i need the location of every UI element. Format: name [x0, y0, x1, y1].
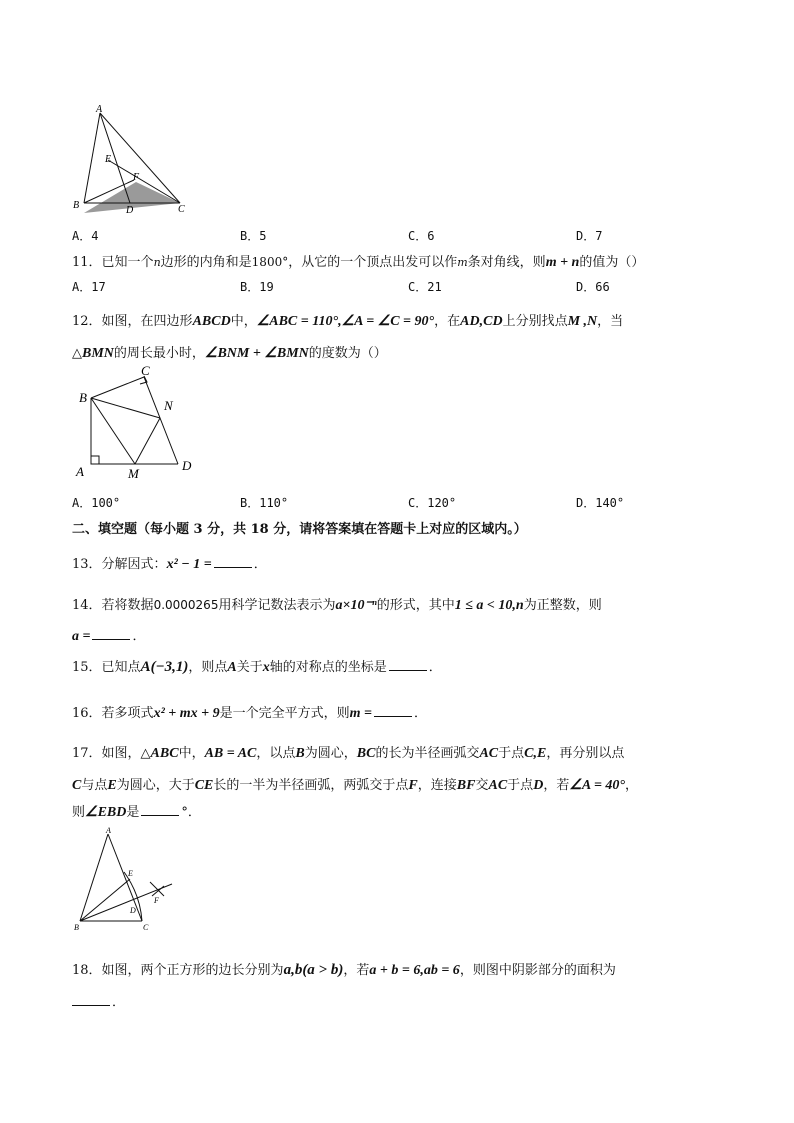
fig12-label-m: M — [128, 466, 139, 481]
figure-q12 — [72, 362, 202, 482]
q10-option-c[interactable]: C．6 — [408, 229, 435, 243]
section-heading-fill-in: 二、填空题（每小题 3 分，共 18 分，请将答案填在答题卡上对应的区域内。） — [72, 522, 527, 537]
figure-q17 — [72, 824, 180, 936]
q17-stem-line1: 17．如图，△ABC中，AB = AC，以点B为圆心，BC的长为半径画弧交AC于点C,E，再分别以点 — [72, 746, 625, 761]
q13-stem: 13．分解因式：x² − 1 = ． — [72, 557, 267, 572]
q16-stem: 16．若多项式x² + mx + 9是一个完全平方式，则m = ． — [72, 706, 428, 721]
fig17-label-a: A — [106, 826, 111, 835]
fig12-label-n: N — [164, 398, 173, 413]
q11-number: 11． — [72, 255, 102, 270]
q15-number: 15． — [72, 660, 102, 675]
fig10-label-b: B — [73, 200, 80, 211]
q17-stem-line2: C与点E为圆心，大于CE长的一半为半径画弧，两弧交于点F，连接BF交AC于点D，若∠A = 40°， — [72, 778, 639, 793]
fig12-label-c: C — [141, 363, 150, 378]
q10-option-a[interactable]: A．4 — [72, 229, 99, 243]
q12-option-d[interactable]: D．140° — [576, 496, 625, 510]
q12-option-a[interactable]: A．100° — [72, 496, 121, 510]
q18-stem-line1: 18．如图，两个正方形的边长分别为a,b(a > b)，若a + b = 6,ab = 6，则图中阴影部分的面积为 — [72, 962, 616, 978]
q18-number: 18． — [72, 963, 102, 978]
fig12-label-d: D — [182, 458, 192, 473]
q10-option-b[interactable]: B．5 — [240, 229, 267, 243]
fig10-label-e: E — [105, 154, 112, 165]
q14-number: 14． — [72, 598, 102, 613]
q11-option-d[interactable]: D．66 — [576, 280, 610, 294]
q14-answer-blank[interactable] — [92, 627, 130, 640]
q15-stem: 15．已知点A(−3,1)，则点A关于x轴的对称点的坐标是 ． — [72, 659, 442, 675]
q13-answer-blank[interactable] — [214, 555, 252, 568]
fig10-label-f: F — [133, 172, 140, 183]
fig17-label-c: C — [143, 923, 149, 932]
q12-stem-line2: △BMN的周长最小时，∠BNM + ∠BMN的度数为（） — [72, 346, 387, 361]
q15-answer-blank[interactable] — [389, 658, 427, 671]
q17-answer-blank[interactable] — [141, 803, 179, 816]
fig12-label-a: A — [76, 464, 84, 479]
fig17-label-b: B — [74, 923, 79, 932]
q14-stem-line1: 14．若将数据0.0000265用科学记数法表示为a×10⁻ⁿ的形式，其中1 ≤ a < 10,n为正整数，则 — [72, 598, 602, 613]
q18-stem-line2: ． — [72, 991, 125, 1010]
q11-option-a[interactable]: A．17 — [72, 280, 106, 294]
q13-number: 13． — [72, 557, 102, 572]
fig17-label-f: F — [154, 896, 159, 905]
q11-option-c[interactable]: C．21 — [408, 280, 442, 294]
q12-number: 12． — [72, 314, 102, 329]
q14-stem-line2: a = ． — [72, 629, 146, 644]
q10-option-d[interactable]: D．7 — [576, 229, 603, 243]
fig10-label-d: D — [126, 205, 134, 216]
q12-stem-line1: 12．如图，在四边形ABCD中，∠ABC = 110°,∠A = ∠C = 90°，在AD,CD上分别找点M ,N，当 — [72, 314, 624, 329]
q11-stem: 11．已知一个n边形的内角和是1800°，从它的一个顶点出发可以作m条对角线，则m + n的值为（） — [72, 255, 645, 270]
q17-number: 17． — [72, 746, 102, 761]
fig17-label-e: E — [128, 869, 133, 878]
q18-answer-blank[interactable] — [72, 993, 110, 1006]
q12-option-c[interactable]: C．120° — [408, 496, 457, 510]
q12-option-b[interactable]: B．110° — [240, 496, 289, 510]
fig17-label-d: D — [130, 906, 136, 915]
figure-q10 — [70, 100, 190, 218]
fig12-label-b: B — [79, 390, 87, 405]
fig10-label-a: A — [96, 104, 103, 115]
q16-answer-blank[interactable] — [374, 704, 412, 717]
fig10-label-c: C — [178, 204, 185, 215]
q11-option-b[interactable]: B．19 — [240, 280, 274, 294]
q16-number: 16． — [72, 706, 102, 721]
q17-stem-line3: 则∠EBD是 °． — [72, 805, 201, 820]
